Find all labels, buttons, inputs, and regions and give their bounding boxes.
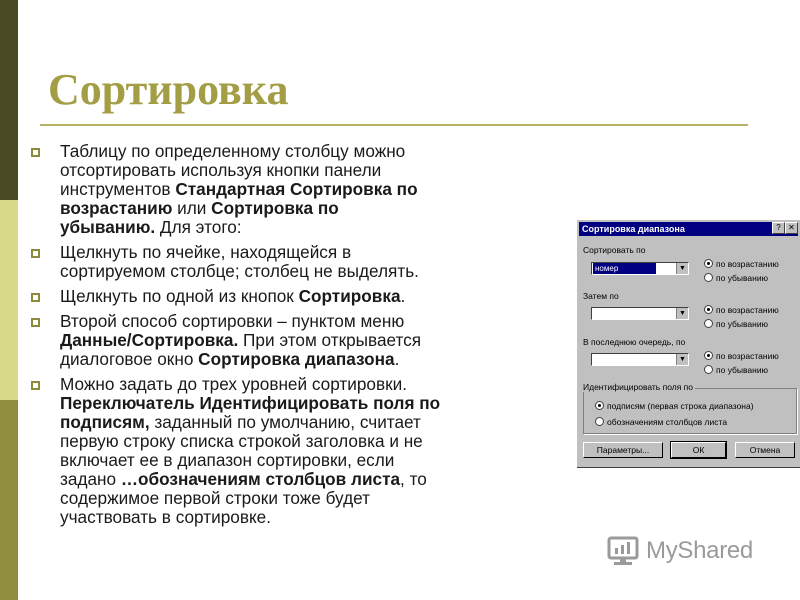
bullet-bold-text: Стандартная Сортировка по: [175, 179, 418, 199]
help-button[interactable]: ?: [772, 222, 785, 234]
bullet-text: , то: [400, 469, 427, 489]
bullet-icon: [31, 293, 40, 302]
bullet-item: [30, 243, 578, 281]
ok-button[interactable]: ОК: [671, 442, 726, 458]
bullet-text: заданный по умолчанию, считает: [149, 412, 421, 432]
bullet-text: Щелкнуть по одной из кнопок: [60, 286, 299, 306]
radio-selected-icon: [704, 305, 713, 314]
bullet-bold-text: Сортировка: [298, 286, 401, 306]
bullet-bold-text: подписям,: [60, 412, 150, 432]
sort-by-label: Сортировать по: [583, 245, 646, 255]
bullet-text: задано: [60, 469, 121, 489]
bullet-text: инструментов: [60, 179, 176, 199]
radio-selected-icon: [704, 351, 713, 360]
sidebar-band-dark: [0, 0, 18, 200]
sort-by-descending-radio[interactable]: [704, 273, 768, 283]
radio-label: по убыванию: [716, 319, 768, 329]
dialog-title: Сортировка диапазона: [579, 222, 798, 236]
radio-empty-icon: [704, 319, 713, 328]
bullet-text: Можно задать до трех уровней сортировки.: [60, 374, 408, 394]
bullet-text: Щелкнуть по ячейке, находящейся в: [60, 242, 352, 262]
bullet-text: Второй способ сортировки – пунктом меню: [60, 311, 405, 331]
radio-label: по возрастанию: [716, 259, 779, 269]
bullet-bold-text: Сортировка по: [211, 198, 339, 218]
then-by-label: Затем по: [583, 291, 619, 301]
watermark-text: MyShared: [646, 537, 753, 564]
bullet-item: [30, 312, 578, 369]
bullet-bold-text: Данные/Сортировка.: [60, 330, 239, 350]
bullet-text: содержимое первой строки тоже будет: [60, 488, 370, 508]
bullet-text: диалоговое окно: [60, 349, 199, 369]
identify-label: Идентифицировать поля по: [583, 382, 693, 392]
radio-empty-icon: [704, 273, 713, 282]
chevron-down-icon[interactable]: ▼: [676, 354, 688, 365]
bullet-text: включает ее в диапазон сортировки, если: [60, 450, 395, 470]
bullet-text: отсортировать используя кнопки панели: [60, 160, 382, 180]
bullet-item: [30, 375, 578, 527]
title-divider: [40, 124, 748, 126]
bullet-text: Таблицу по определенному столбцу можно: [60, 141, 406, 161]
bullet-icon: [31, 318, 40, 327]
sort-range-dialog: [576, 219, 800, 469]
bullet-bold-text: …обозначениям столбцов листа: [120, 469, 401, 489]
bullet-text: первую строку списка строкой заголовка и не: [60, 431, 423, 451]
slide-title: Сортировка: [48, 65, 289, 114]
bullet-list: [30, 142, 578, 533]
bullet-item: [30, 287, 578, 306]
bullet-bold-text: Переключатель Идентифицировать поля по: [60, 393, 441, 413]
watermark: [606, 536, 753, 566]
last-by-ascending-radio[interactable]: [704, 351, 779, 361]
radio-label: по возрастанию: [716, 351, 779, 361]
then-by-ascending-radio[interactable]: [704, 305, 779, 315]
bullet-text: .: [394, 349, 400, 369]
sidebar-band-light: [0, 200, 18, 400]
sort-by-ascending-radio[interactable]: [704, 259, 779, 269]
chevron-down-icon[interactable]: ▼: [676, 263, 688, 274]
bullet-icon: [31, 249, 40, 258]
then-by-select[interactable]: [591, 307, 689, 320]
radio-label: по убыванию: [716, 365, 768, 375]
radio-selected-icon: [704, 259, 713, 268]
parameters-button[interactable]: Параметры...: [583, 442, 663, 458]
radio-label: подписям (первая строка диапазона): [607, 401, 754, 411]
bullet-bold-text: возрастанию: [60, 198, 173, 218]
last-by-descending-radio[interactable]: [704, 365, 768, 375]
radio-empty-icon: [595, 417, 604, 426]
close-button[interactable]: ✕: [785, 222, 798, 234]
bullet-text: сортируемом столбце; столбец не выделять.: [60, 261, 419, 281]
radio-empty-icon: [704, 365, 713, 374]
last-by-select[interactable]: [591, 353, 689, 366]
identify-by-labels-radio[interactable]: [595, 401, 754, 411]
then-by-descending-radio[interactable]: [704, 319, 768, 329]
sort-by-value: номер: [593, 263, 656, 274]
bullet-text: .: [400, 286, 406, 306]
chevron-down-icon[interactable]: ▼: [676, 308, 688, 319]
radio-selected-icon: [595, 401, 604, 410]
bullet-bold-text: убыванию.: [60, 217, 156, 237]
last-by-label: В последнюю очередь, по: [583, 337, 686, 347]
bullet-bold-text: Сортировка диапазона: [198, 349, 395, 369]
radio-label: по убыванию: [716, 273, 768, 283]
bullet-text: Для этого:: [155, 217, 242, 237]
bullet-text: или: [172, 198, 212, 218]
myshared-logo-icon: [606, 536, 640, 566]
bullet-icon: [31, 148, 40, 157]
bullet-icon: [31, 381, 40, 390]
identify-group-frame: [583, 388, 797, 434]
radio-label: обозначениям столбцов листа: [607, 417, 728, 427]
sort-by-select[interactable]: [591, 262, 689, 275]
cancel-button[interactable]: Отмена: [735, 442, 795, 458]
slide-sidebar: [0, 0, 18, 600]
sidebar-band-mid: [0, 400, 18, 600]
bullet-text: При этом открывается: [238, 330, 422, 350]
identify-by-columns-radio[interactable]: [595, 417, 727, 427]
bullet-item: [30, 142, 578, 237]
radio-label: по возрастанию: [716, 305, 779, 315]
bullet-text: участвовать в сортировке.: [60, 507, 271, 527]
